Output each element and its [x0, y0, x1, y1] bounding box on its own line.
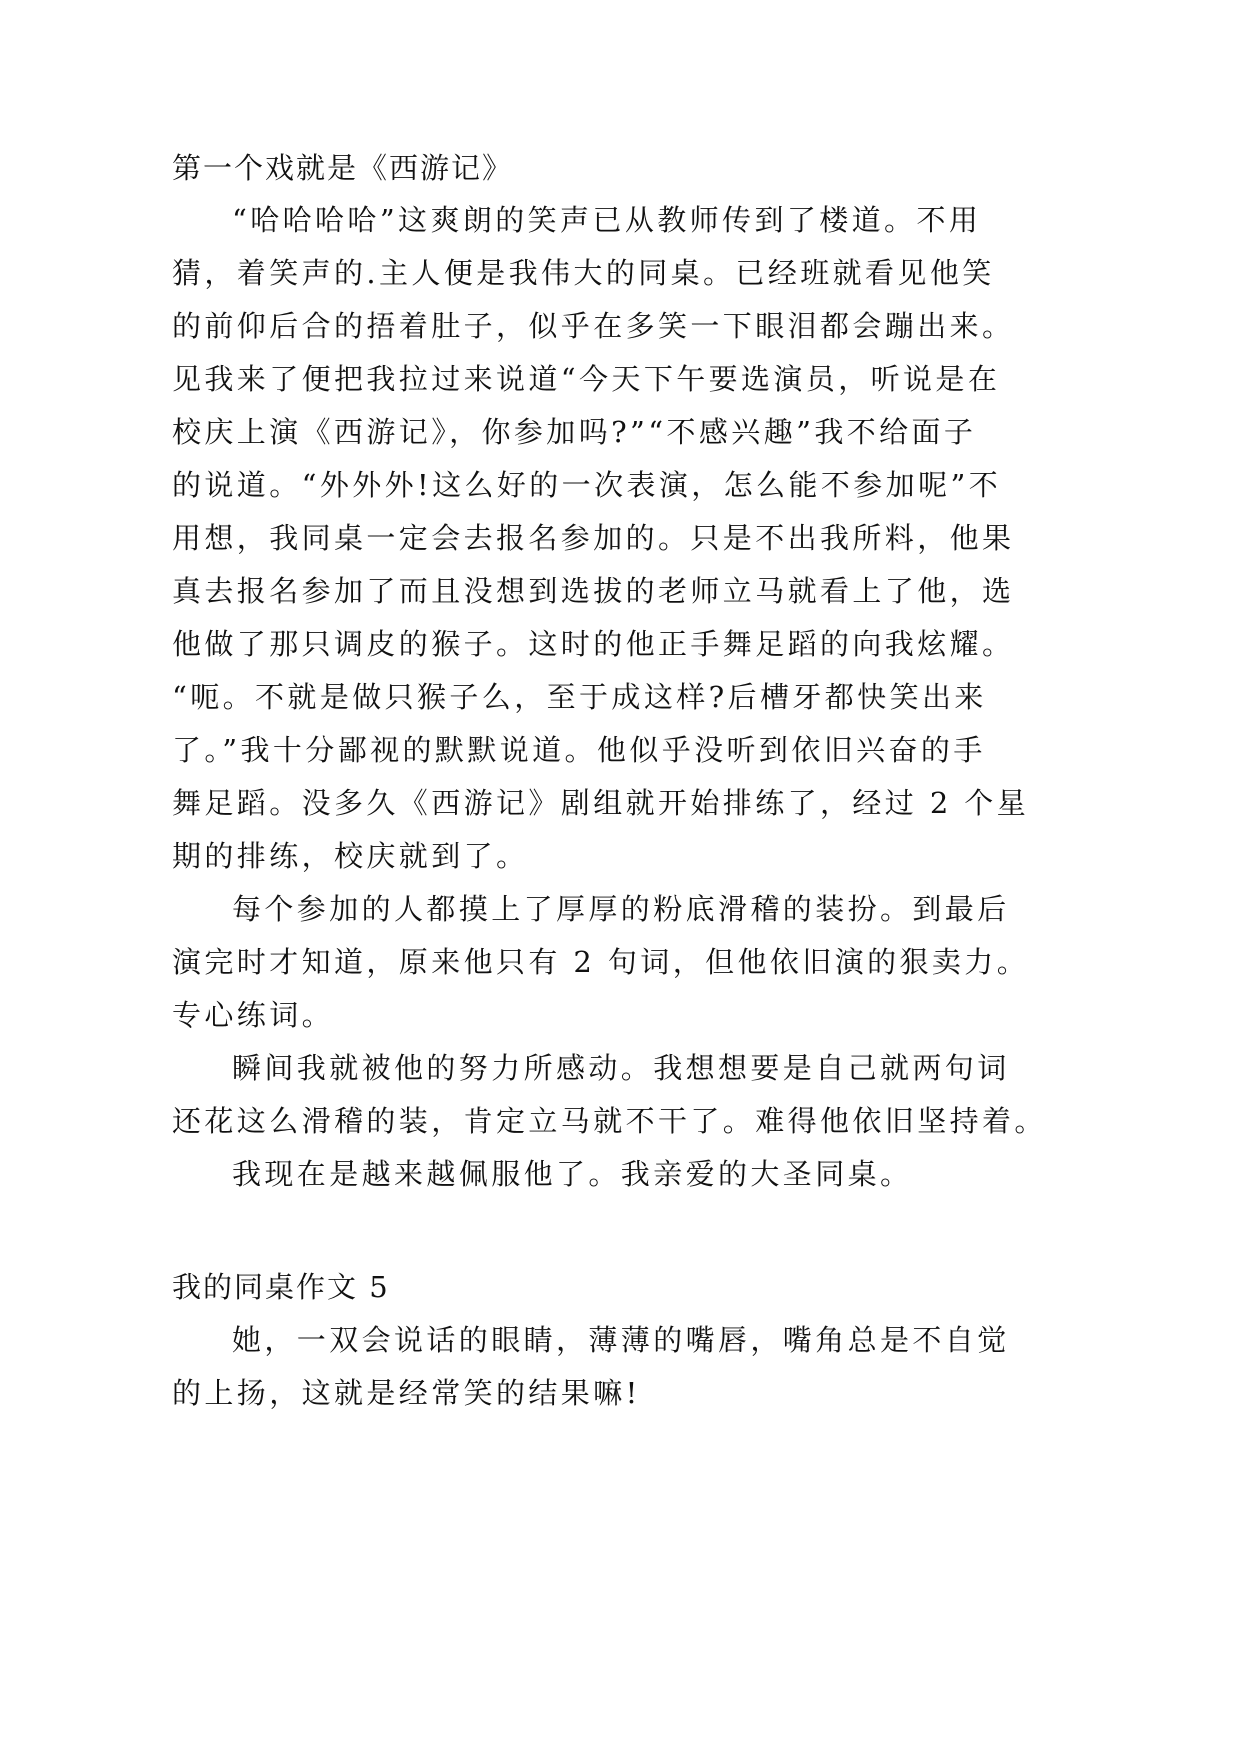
paragraph-line: 演完时才知道，原来他只有 2 句词，但他依旧演的狠卖力。	[172, 945, 1030, 979]
paragraph-line: 她，一双会说话的眼睛，薄薄的嘴唇，嘴角总是不自觉	[232, 1323, 1010, 1357]
paragraph-line: 用想，我同桌一定会去报名参加的。只是不出我所料，他果	[172, 521, 1015, 555]
paragraph-line: 校庆上演《西游记》，你参加吗?”“不感兴趣”我不给面子	[172, 415, 977, 449]
paragraph-line: 他做了那只调皮的猴子。这时的他正手舞足蹈的向我炫耀。	[172, 627, 1015, 661]
paragraph-line: 瞬间我就被他的努力所感动。我想想要是自己就两句词	[232, 1051, 1010, 1085]
paragraph-line: 见我来了便把我拉过来说道“今天下午要选演员，听说是在	[172, 362, 1001, 396]
paragraph-line: 了。”我十分鄙视的默默说道。他似乎没听到依旧兴奋的手	[172, 733, 986, 767]
paragraph-line: “呃。不就是做只猴子么，至于成这样?后槽牙都快笑出来	[172, 680, 987, 714]
paragraph-line: “哈哈哈哈”这爽朗的笑声已从教师传到了楼道。不用	[232, 203, 982, 237]
paragraph-line: 的上扬，这就是经常笑的结果嘛!	[172, 1376, 641, 1410]
section-heading: 第一个戏就是《西游记》	[172, 151, 514, 185]
paragraph-line: 舞足蹈。没多久《西游记》剧组就开始排练了，经过 2 个星	[172, 786, 1030, 820]
paragraph-line: 每个参加的人都摸上了厚厚的粉底滑稽的装扮。到最后	[232, 892, 1010, 926]
paragraph-line: 专心练词。	[172, 998, 335, 1032]
paragraph-line: 我现在是越来越佩服他了。我亲爱的大圣同桌。	[232, 1157, 913, 1191]
paragraph-line: 的说道。“外外外!这么好的一次表演，怎么能不参加呢”不	[172, 468, 1002, 502]
paragraph-line: 猜，着笑声的.主人便是我伟大的同桌。已经班就看见他笑	[172, 256, 995, 290]
paragraph-line: 还花这么滑稽的装，肯定立马就不干了。难得他依旧坚持着。	[172, 1104, 1047, 1138]
paragraph-line: 期的排练，校庆就到了。	[172, 839, 529, 873]
section-heading: 我的同桌作文 5	[172, 1270, 390, 1304]
paragraph-line: 真去报名参加了而且没想到选拔的老师立马就看上了他，选	[172, 574, 1015, 608]
paragraph-line: 的前仰后合的捂着肚子，似乎在多笑一下眼泪都会蹦出来。	[172, 309, 1015, 343]
